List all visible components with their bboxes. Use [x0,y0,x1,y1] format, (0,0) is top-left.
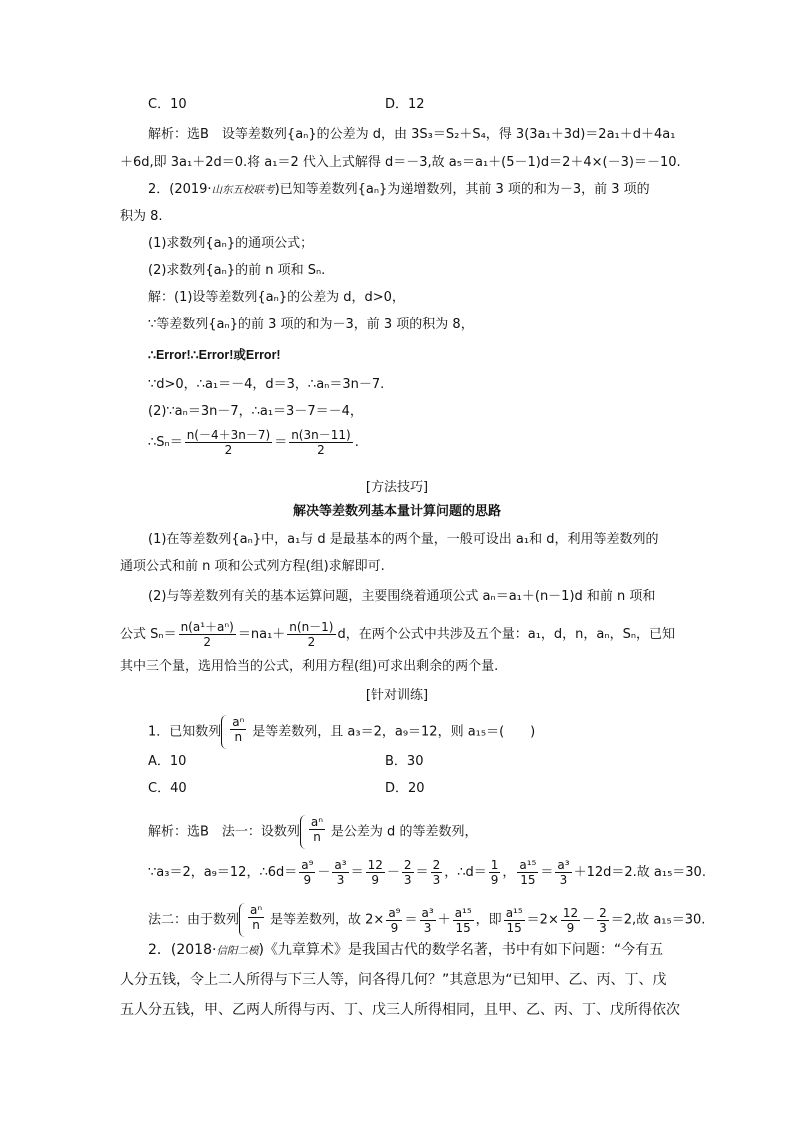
fraction: $\frac{\text{n(a¹＋aⁿ)}}{2}$ [180,620,234,649]
option-c: C．40 [148,781,187,796]
option-a: A．10 [148,754,187,769]
answer-line: (2)∵aₙ＝3n－7，∴a₁＝3－7＝－4， [148,404,363,419]
brace-set: $\frac{\text{aⁿ}}{n}$ [221,715,252,749]
solution-line: ＋6d,即 3a₁＋2d＝0.将 a₁＝2 代入上式解得 d＝－3,故 a₅＝a₁＋(5－1)d＝2＋4×(－3)＝－10. [120,155,681,170]
section-heading: [方法技巧] [365,480,429,495]
problem-2b: 2．(2018·信阳二模)《九章算术》是我国古代的数学名著，书中有如下问题：“今有五 [148,942,664,958]
answer-line: ∵等差数列{aₙ}的前 3 项的和为－3，前 3 项的积为 8， [148,317,474,332]
section-title: 解决等差数列基本量计算问题的思路 [292,504,501,519]
question-part: (1)求数列{aₙ}的通项公式； [148,236,314,251]
section-heading: [针对训练] [365,688,429,703]
source-tag: 信阳二模 [216,945,259,957]
solution-line: 法二：由于数列 $\frac{\text{aⁿ}}{n}$ 是等差数列，故 2× $\frac{\text{a⁹}}{9}$ ＝ $\frac{\text{a³}}{3}$ ＋ $\frac{\text{a¹⁵}}{15}$ ，即 $\frac{\text{a¹⁵}}{15}$ ＝2× $\frac{12}{9}$ － $\frac{2}{3}$ ＝2,故 a₁₅＝30. [148,903,705,937]
solution-line: ∵a₃＝2，a₉＝12，∴6d＝ $\frac{\text{a⁹}}{9}$ － $\frac{\text{a³}}{3}$ ＝ $\frac{12}{9}$ － $\frac{2}{3}$ ＝ $\frac{2}{3}$ ，∴d＝ $\frac{1}{9}$ ， $\frac{\text{a¹⁵}}{15}$ ＝ $\frac{\text{a³}}{3}$ ＋12d＝2.故 a₁₅＝30. [148,858,706,887]
tip-paragraph: (2)与等差数列有关的基本运算问题，主要围绕着通项公式 aₙ＝a₁＋(n－1)d 和前 n 项和 [148,589,656,604]
brace-set: $\frac{\text{aⁿ}}{n}$ [300,815,331,849]
tip-paragraph: 其中三个量，选用恰当的公式，利用方程(组)可求出剩余的两个量. [120,659,499,674]
answer-line: ∵d>0，∴a₁＝－4，d＝3，∴aₙ＝3n－7. [148,377,385,392]
solution-line: 解析：选B 设等差数列{aₙ}的公差为 d，由 3S₃＝S₂＋S₄，得 3(3a₁＋3d)＝2a₁＋d＋4a₁ [148,127,676,142]
option-d: D．12 [385,97,425,112]
problem-line: 五人分五钱，甲、乙两人所得与丙、丁、戊三人所得相同，且甲、乙、丙、丁、戊所得依次 [120,1002,680,1018]
solution-line: 解析：选B 法一：设数列 $\frac{\text{aⁿ}}{n}$ 是公差为 d 的等差数列， [148,815,477,849]
problem-2: 2．(2019·山东五校联考)已知等差数列{aₙ}为递增数列，其前 3 项的和为－3，前 3 项的 [148,182,650,197]
formula-line: 公式 Sₙ＝ $\frac{\text{n(a¹＋aⁿ)}}{2}$ ＝na₁＋ $\frac{n(n-1)}{2}$ d，在两个公式中共涉及五个量：a₁，d，n，aₙ，Sₙ，已知 [120,620,675,649]
option-b: B．30 [385,754,424,769]
fraction: $\frac{n(n-1)}{2}$ [289,620,334,649]
fraction: $\frac{n(3n-11)}{2}$ [291,428,351,457]
tip-paragraph: (1)在等差数列{aₙ}中，a₁与 d 是最基本的两个量，一般可设出 a₁和 d，利用等差数列的 [148,532,659,547]
question-part: (2)求数列{aₙ}的前 n 项和 Sₙ. [148,263,326,278]
option-d: D．20 [385,781,425,796]
error-line: ∴Error!∴Error!或Error! [148,348,281,362]
source-tag: 山东五校联考 [211,184,275,196]
problem-line: 人分五钱，令上二人所得与下三人等，问各得几何？”其意思为“已知甲、乙、丙、丁、戊 [120,972,667,988]
option-c: C．10 [148,97,187,112]
fraction: $\frac{n(-4+3n-7)}{2}$ [186,428,271,457]
brace-set: $\frac{\text{aⁿ}}{n}$ [239,903,270,937]
sum-formula: ∴Sₙ＝ $\frac{n(-4+3n-7)}{2}$ ＝ $\frac{n(3n-11)}{2}$ . [148,428,359,457]
tip-paragraph: 通项公式和前 n 项和公式列方程(组)求解即可. [120,559,385,574]
exercise-1: 1．已知数列 $\frac{\text{aⁿ}}{n}$ 是等差数列，且 a₃＝2，a₉＝12，则 a₁₅＝( ) [148,715,535,749]
problem-line: 积为 8. [120,209,163,224]
answer-line: 解：(1)设等差数列{aₙ}的公差为 d，d>0， [148,290,405,305]
